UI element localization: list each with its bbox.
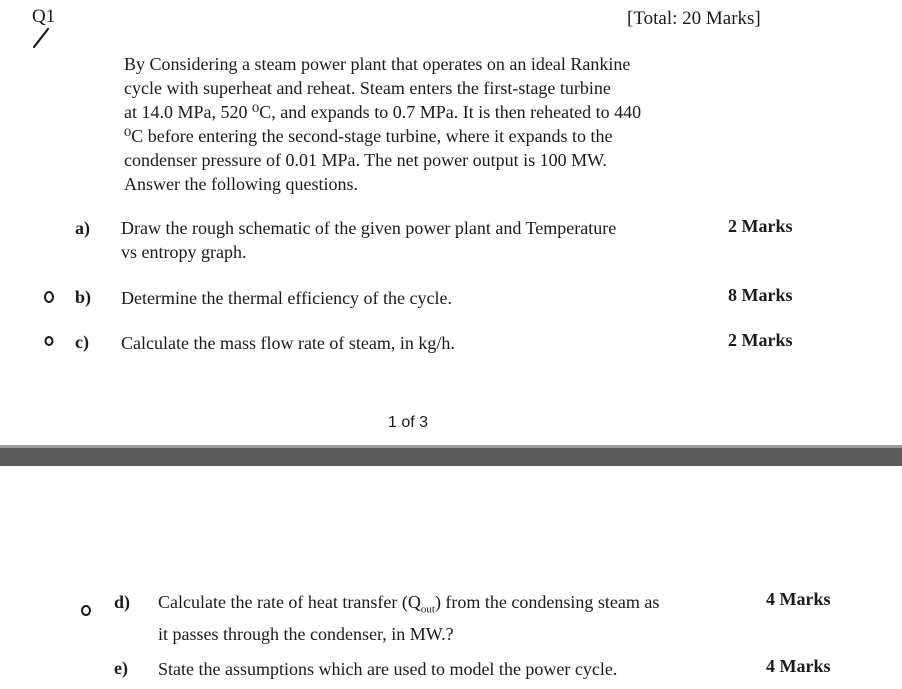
- part-e-letter: e): [114, 658, 128, 678]
- intro-line: By Considering a steam power plant that operates on an ideal Rankine: [124, 54, 631, 74]
- part-a-letter: a): [75, 218, 90, 238]
- intro-line: ⁰C before entering the second-stage turbine, where it expands to the: [124, 126, 613, 146]
- part-b-text: Determine the thermal efficiency of the cycle.: [121, 288, 453, 308]
- part-a-line: vs entropy graph.: [121, 242, 247, 262]
- total-marks: [Total: 20 Marks]: [627, 8, 761, 29]
- part-d-line-post: ) from the condensing steam as: [434, 592, 660, 612]
- intro-line: condenser pressure of 0.01 MPa. The net power output is 100 MW.: [124, 150, 607, 170]
- part-b-letter: b): [75, 287, 92, 307]
- part-d-text: [158, 590, 659, 646]
- part-d-line-sub: out: [420, 603, 435, 616]
- handwritten-mark-icon: [30, 27, 54, 51]
- part-d-line-1: [158, 590, 659, 622]
- part-a-marks: 2 Marks: [728, 216, 793, 236]
- intro-line: cycle with superheat and reheat. Steam enters the first-stage turbine: [124, 78, 611, 98]
- handwritten-circle-icon: [44, 335, 54, 347]
- part-e-marks: 4 Marks: [766, 656, 831, 676]
- part-d-marks: 4 Marks: [766, 589, 831, 609]
- part-d-letter: d): [114, 592, 131, 612]
- page-separator: [0, 448, 902, 466]
- part-a-line: Draw the rough schematic of the given power plant and Temperature: [121, 218, 617, 238]
- part-e-text: State the assumptions which are used to model the power cycle.: [158, 659, 618, 679]
- intro-line: Answer the following questions.: [124, 174, 358, 194]
- part-d-line-2: it passes through the condenser, in MW.?: [158, 623, 454, 644]
- handwritten-circle-icon: [80, 604, 92, 617]
- part-a-text: [121, 216, 616, 264]
- question-label: Q1: [32, 6, 56, 27]
- part-b-marks: 8 Marks: [728, 285, 793, 305]
- part-d-line-pre: Calculate the rate of heat transfer (Q: [158, 592, 421, 612]
- handwritten-circle-icon: [43, 290, 55, 304]
- part-c-text: Calculate the mass flow rate of steam, in kg/h.: [121, 333, 455, 353]
- part-c-letter: c): [75, 332, 89, 352]
- question-intro: [124, 52, 699, 196]
- document-page-2: [0, 466, 902, 689]
- intro-line: at 14.0 MPa, 520 ⁰C, and expands to 0.7 MPa. It is then reheated to 440: [124, 102, 642, 122]
- page-number: 1 of 3: [388, 414, 429, 431]
- part-c-marks: 2 Marks: [728, 330, 793, 350]
